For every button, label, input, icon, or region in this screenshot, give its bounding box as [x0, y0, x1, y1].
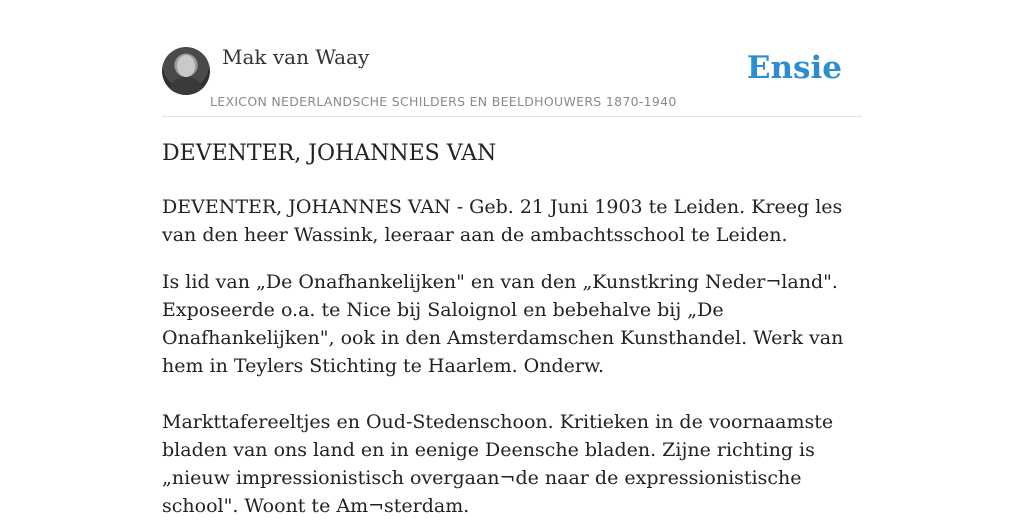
article-paragraph-1: DEVENTER, JOHANNES VAN - Geb. 21 Juni 1903 te Leiden. Kreeg les van den heer Wassink, leeraar aan de ambachtsschool te Leiden. — [162, 196, 843, 246]
article-paragraph-2: Is lid van „De Onafhankelijken" en van den „Kunstkring Neder¬land". Exposeerde o.a. te Nice bij Saloignol en bebehalve bij „De Onafhankelijken", ook in den Amsterdamschen Kunsthandel. Werk van hem in Teylers Stichting te Haarlem. Onderw. Markttafereeltjes en Oud-Stedenschoon. Kritieken in de voornaamste bladen van ons land en in eenige Deensche bladen. Zijne richting is „nieuw impressionistisch overgaan¬de naar de expressionistische school". Woont te Am¬sterdam. — [162, 271, 844, 517]
author-name[interactable]: Mak van Waay — [222, 45, 370, 69]
header — [162, 0, 862, 117]
brand-logo[interactable]: Ensie — [746, 50, 842, 86]
avatar-body — [170, 77, 202, 95]
page-container — [162, 0, 862, 517]
source-subtitle[interactable]: LEXICON NEDERLANDSCHE SCHILDERS EN BEELDHOUWERS 1870-1940 — [210, 94, 677, 109]
page-title: DEVENTER, JOHANNES VAN — [162, 141, 497, 166]
author-avatar[interactable] — [162, 47, 210, 95]
avatar-head — [177, 55, 195, 77]
